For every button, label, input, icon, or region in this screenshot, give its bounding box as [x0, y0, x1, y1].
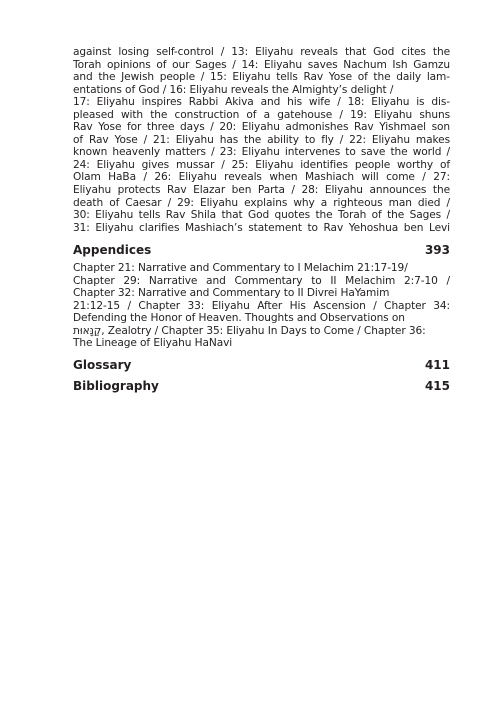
- chapter-list-line: known heavenly matters / 23: Eliyahu intervenes to save the world /: [73, 146, 450, 159]
- appendices-line: Defending the Honor of Heaven. Thoughts and Observations on: [73, 312, 405, 325]
- chapter-list-line: entations of God / 16: Eliyahu reveals the Almighty’s delight /: [73, 83, 394, 96]
- appendices-line: 21:12-15 / Chapter 33: Eliyahu After His Ascension / Chapter 34:: [73, 299, 450, 312]
- toc-entry-bibliography[interactable]: [73, 379, 450, 393]
- chapter-list-line: against losing self-control / 13: Eliyahu reveals that God cites the: [73, 46, 450, 58]
- appendices-line: [73, 325, 450, 338]
- chapter-list-line: Olam HaBa / 26: Eliyahu reveals when Mashiach will come / 27:: [73, 171, 450, 184]
- chapter-list-line: pleased with the construction of a gatehouse / 19: Eliyahu shuns: [73, 108, 450, 121]
- contents-page: [73, 46, 450, 393]
- hebrew-word: קַנָּאוּת: [73, 324, 102, 337]
- chapter-list-line: Rav Yose for three days / 20: Eliyahu admonishes Rav Yishmael son: [73, 121, 450, 134]
- appendices-line: Chapter 29: Narrative and Commentary to II Melachim 2:7-10 /: [73, 274, 450, 287]
- chapter-list-line: 24: Eliyahu gives mussar / 25: Eliyahu identifies people worthy of: [73, 158, 450, 171]
- chapter-list-line: death of Caesar / 29: Eliyahu explains why a righteous man died /: [73, 196, 450, 209]
- chapter-list-line: Torah opinions of our Sages / 14: Eliyahu saves Nachum Ish Gamzu: [73, 58, 450, 71]
- toc-entry-page-number: 415: [424, 379, 450, 394]
- chapter-list-line: of Rav Yose / 21: Eliyahu has the ability to fly / 22: Eliyahu makes: [73, 133, 450, 146]
- appendices-line: The Lineage of Eliyahu HaNavi: [73, 337, 233, 350]
- chapter-list-line: 31: Eliyahu clarifies Mashiach’s statement to Rav Yehoshua ben Levi: [73, 221, 450, 234]
- toc-entry-glossary[interactable]: [73, 358, 450, 372]
- toc-entry-page-number: 411: [424, 358, 450, 373]
- appendices-line: Chapter 21: Narrative and Commentary to I Melachim 21:17-19/: [73, 262, 408, 275]
- toc-entry-title: Bibliography: [73, 379, 159, 394]
- toc-entry-title: Appendices: [73, 243, 152, 258]
- toc-entry-page-number: 393: [424, 243, 450, 258]
- chapter-list-continued: [73, 46, 450, 234]
- appendices-line: Chapter 32: Narrative and Commentary to II Divrei HaYamim: [73, 287, 390, 300]
- appendices-list: [73, 262, 450, 350]
- chapter-list-line: and the Jewish people / 15: Eliyahu tells Rav Yose of the daily lam-: [73, 71, 450, 84]
- chapter-list-line: 30: Eliyahu tells Rav Shila that God quotes the Torah of the Sages /: [73, 209, 450, 222]
- toc-entry-appendices[interactable]: [73, 243, 450, 257]
- chapter-list-line: Eliyahu protects Rav Elazar ben Parta / 28: Eliyahu announces the: [73, 184, 450, 197]
- chapter-list-line: 17: Eliyahu inspires Rabbi Akiva and his wife / 18: Eliyahu is dis-: [73, 96, 450, 109]
- toc-entry-title: Glossary: [73, 358, 132, 373]
- appendices-line-rest: , Zealotry / Chapter 35: Eliyahu In Days to Come / Chapter 36:: [101, 324, 426, 337]
